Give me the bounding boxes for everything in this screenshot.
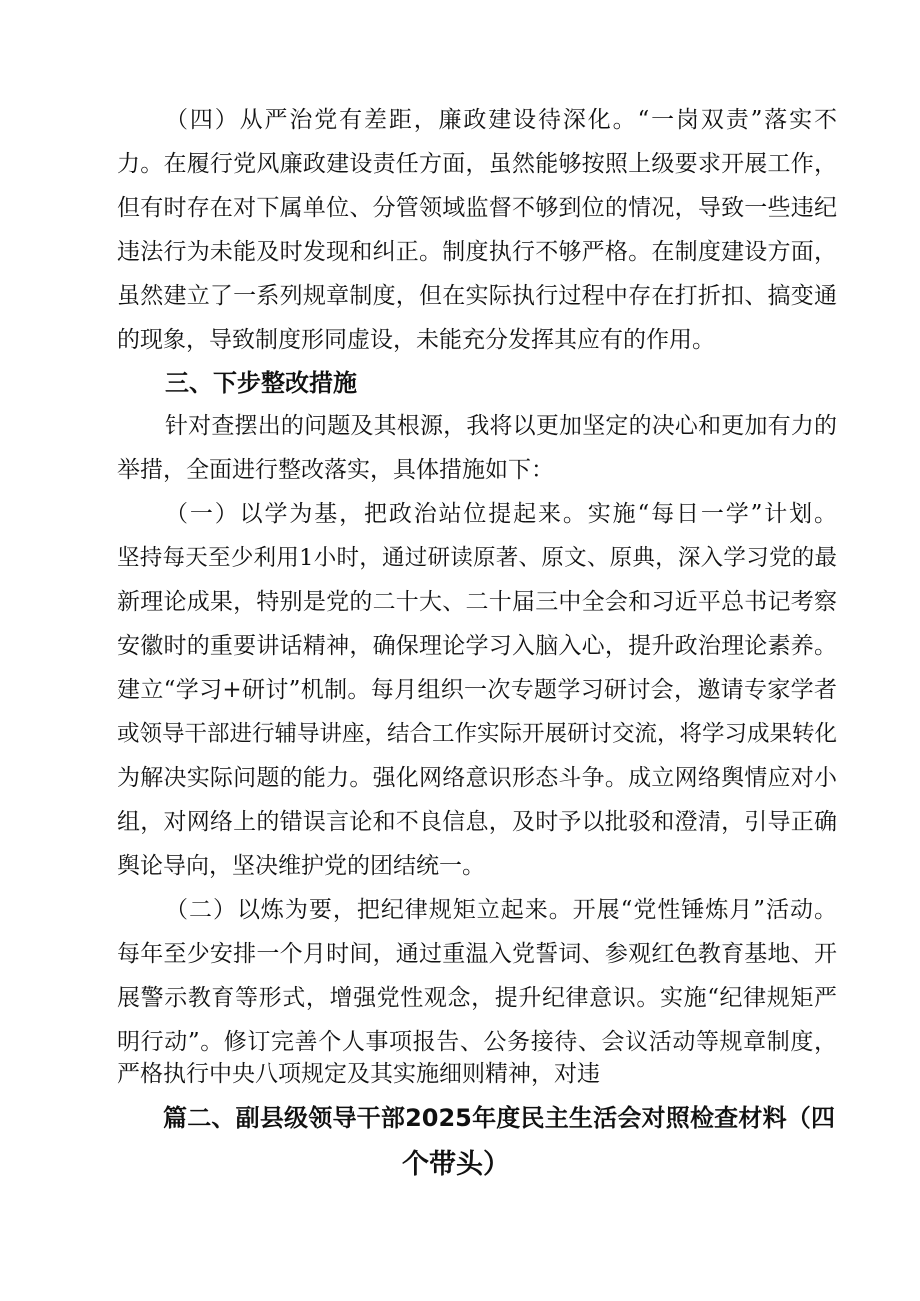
paragraph-line: （二）以炼为要，把纪律规矩立起来。开展“党性锤炼月”活动。 [165,897,837,923]
paragraph-line: （四）从严治党有差距，廉政建设待深化。“一岗双责”落实不 [165,107,837,133]
paragraph-line: 违法行为未能及时发现和纠正。制度执行不够严格。在制度建设方面， [117,239,837,265]
paragraph-line: 但有时存在对下属单位、分管领域监督不够到位的情况，导致一些违纪 [117,195,837,221]
paragraph-line: 或领导干部进行辅导讲座，结合工作实际开展研讨交流，将学习成果转化 [117,721,838,747]
paragraph-line: 坚持每天至少利用1小时，通过研读原著、原文、原典，深入学习党的最 [117,545,837,571]
paragraph-line: 的现象，导致制度形同虚设，未能充分发挥其应有的作用。 [117,327,715,353]
paragraph-line: 舆论导向，坚决维护党的团结统一。 [117,853,485,879]
section-title-line-1: 篇二、副县级领导干部2025年度民主生活会对照检查材料（四 [163,1104,835,1132]
paragraph-line: 安徽时的重要讲话精神，确保理论学习入脑入心，提升政治理论素养。 [117,633,837,659]
paragraph-line: 举措，全面进行整改落实，具体措施如下： [117,457,554,483]
paragraph-line: 展警示教育等形式，增强党性观念，提升纪律意识。实施“纪律规矩严 [117,985,837,1011]
paragraph-line: 力。在履行党风廉政建设责任方面，虽然能够按照上级要求开展工作， [117,151,837,177]
paragraph-line: （一）以学为基，把政治站位提起来。实施“每日一学”计划。 [165,501,837,527]
paragraph-line: 针对查摆出的问题及其根源，我将以更加坚定的决心和更加有力的 [165,413,837,439]
paragraph-line: 建立“学习+研讨”机制。每月组织一次专题学习研讨会，邀请专家学者 [117,677,837,703]
paragraph-line: 为解决实际问题的能力。强化网络意识形态斗争。成立网络舆情应对小 [117,765,837,791]
paragraph-line: 明行动”。修订完善个人事项报告、公务接待、会议活动等规章制度， [117,1029,837,1055]
section-heading: 三、下步整改措施 [165,369,357,397]
paragraph-line: 组，对网络上的错误言论和不良信息，及时予以批驳和澄清，引导正确 [117,809,837,835]
paragraph-line: 严格执行中央八项规定及其实施细则精神，对违 [117,1061,600,1087]
paragraph-line: 新理论成果，特别是党的二十大、二十届三中全会和习近平总书记考察 [117,589,837,615]
paragraph-line: 虽然建立了一系列规章制度，但在实际执行过程中存在打折扣、搞变通 [117,283,837,309]
paragraph-line: 每年至少安排一个月时间，通过重温入党誓词、参观红色教育基地、开 [117,941,837,967]
section-title-line-2: 个带头） [402,1149,510,1180]
